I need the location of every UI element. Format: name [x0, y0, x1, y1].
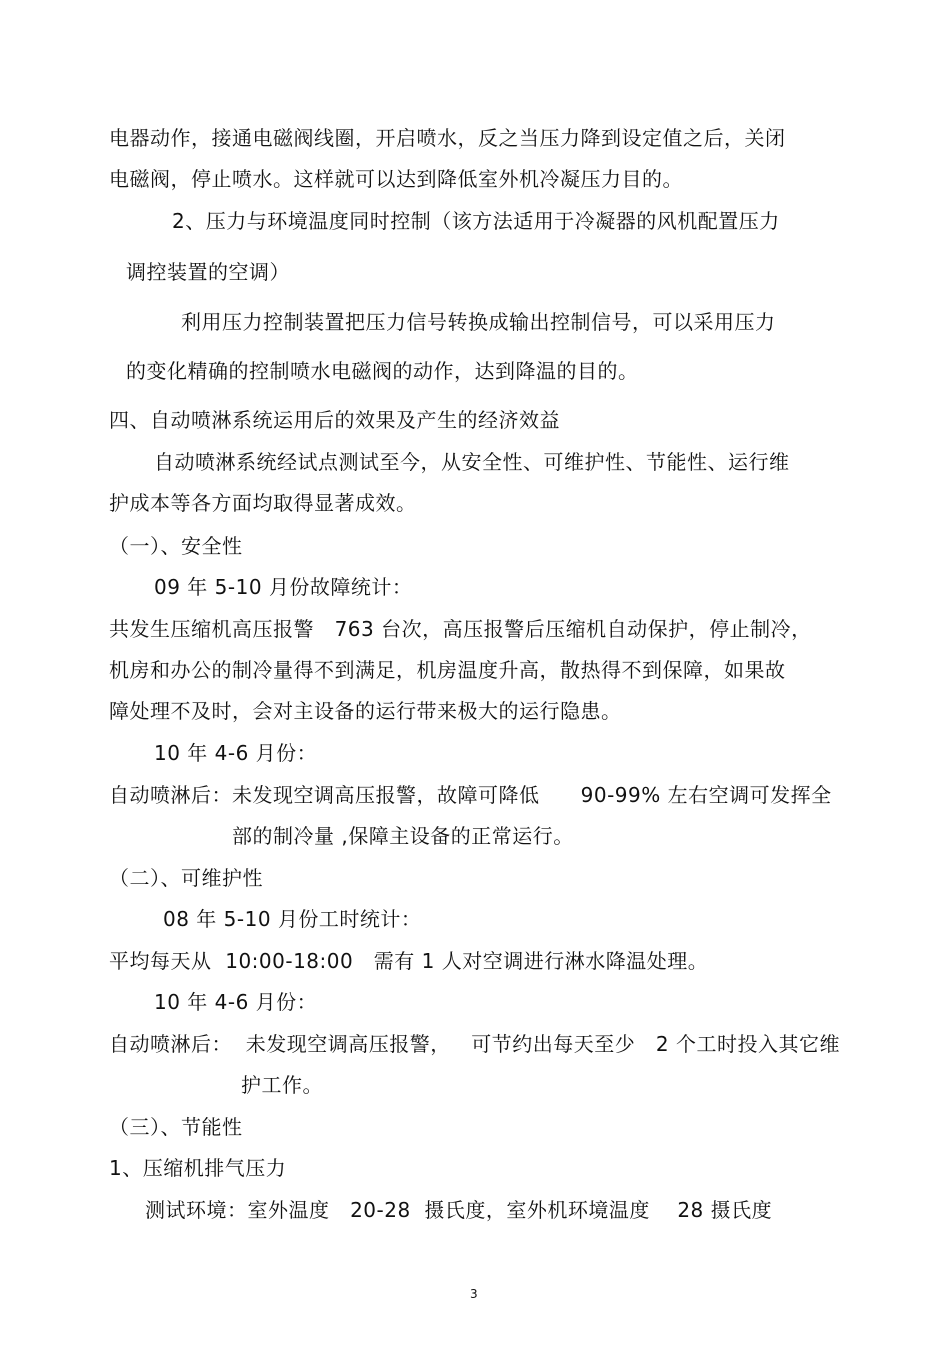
- text-line-25: 1、压缩机排气压力: [109, 1156, 287, 1180]
- text-line-8: 自动喷淋系统经试点测试至今，从安全性、可维护性、节能性、运行维: [154, 450, 790, 474]
- subheading-energy-saving: （三）、节能性: [109, 1115, 243, 1139]
- text-line-1: 电器动作，接通电磁阀线圈，开启喷水，反之当压力降到设定值之后，关闭: [109, 126, 786, 150]
- subheading-safety: （一）、安全性: [109, 534, 243, 558]
- text-line-3: 2、压力与环境温度同时控制（该方法适用于冷凝器的风机配置压力: [172, 209, 780, 233]
- text-line-26: 测试环境：室外温度 20-28 摄氏度，室外机环境温度 28 摄氏度: [145, 1198, 773, 1222]
- text-line-2: 电磁阀，停止喷水。这样就可以达到降低室外机冷凝压力目的。: [109, 167, 683, 191]
- text-line-17: 部的制冷量 ,保障主设备的正常运行。: [232, 824, 574, 848]
- subheading-maintainability: （二）、可维护性: [109, 866, 263, 890]
- text-line-11: 09 年 5-10 月份故障统计：: [154, 575, 413, 599]
- text-line-5: 利用压力控制装置把压力信号转换成输出控制信号，可以采用压力: [181, 310, 776, 334]
- text-line-21: 10 年 4-6 月份：: [154, 990, 318, 1014]
- section-heading-4: 四、自动喷淋系统运用后的效果及产生的经济效益: [109, 408, 560, 432]
- text-line-13: 机房和办公的制冷量得不到满足，机房温度升高，散热得不到保障，如果故: [109, 658, 786, 682]
- text-line-15: 10 年 4-6 月份：: [154, 741, 318, 765]
- text-line-16: 自动喷淋后：未发现空调高压报警，故障可降低 90-99% 左右空调可发挥全: [109, 783, 832, 807]
- text-line-12: 共发生压缩机高压报警 763 台次，高压报警后压缩机自动保护，停止制冷，: [109, 617, 812, 641]
- text-line-14: 障处理不及时，会对主设备的运行带来极大的运行隐患。: [109, 699, 622, 723]
- text-line-6: 的变化精确的控制喷水电磁阀的动作，达到降温的目的。: [126, 359, 639, 383]
- text-line-23: 护工作。: [241, 1073, 323, 1097]
- text-line-9: 护成本等各方面均取得显著成效。: [109, 491, 417, 515]
- page-number: 3: [470, 1287, 478, 1301]
- text-line-20: 平均每天从 10:00-18:00 需有 1 人对空调进行淋水降温处理。: [109, 949, 709, 973]
- text-line-4: 调控装置的空调）: [126, 260, 290, 284]
- text-line-19: 08 年 5-10 月份工时统计：: [163, 907, 422, 931]
- text-line-22: 自动喷淋后： 未发现空调高压报警， 可节约出每天至少 2 个工时投入其它维: [109, 1032, 840, 1056]
